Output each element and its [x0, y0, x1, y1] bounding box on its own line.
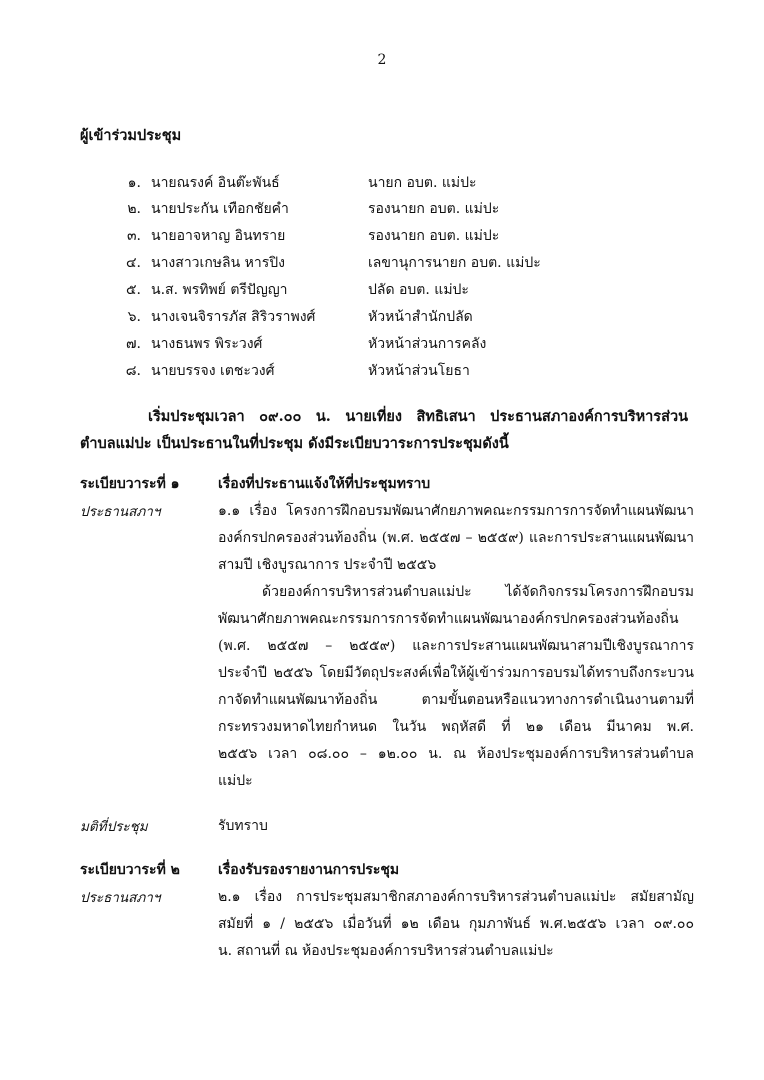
agenda-2-line: น. สถานที่ ณ ห้องประชุมองค์การบริหารส่วนตำบลแม่ปะ	[218, 943, 554, 959]
agenda-1-line: ๑.๑ เรื่อง โครงการฝึกอบรมพัฒนาศักยภาพคณะกรรมการการจัดทำแผนพัฒนา	[218, 503, 694, 519]
attendee-name: ๔. นางสาวเกษลิน หารปิง	[125, 255, 285, 271]
agenda-1-line: ประจำปี ๒๕๕๖ โดยมีวัตถุประสงค์เพื่อให้ผู้เข้าร่วมการอบรมได้ทราบถึงกระบวน	[218, 665, 694, 681]
agenda-2-line: ๒.๑ เรื่อง การประชุมสมาชิกสภาองค์การบริหารส่วนตำบลแม่ปะ สมัยสามัญ	[218, 889, 694, 905]
agenda-1-title: เรื่องที่ประธานแจ้งให้ที่ประชุมทราบ	[218, 476, 431, 492]
agenda-1-line: กระทรวงมหาดไทยกำหนด ในวัน พฤหัสดี ที่ ๒๑ เดือน มีนาคม พ.ศ.	[218, 719, 694, 735]
agenda-1-line: องค์กรปกครองส่วนท้องถิ่น (พ.ศ. ๒๕๕๗ – ๒๕๕๙) และการประสานแผนพัฒนา	[218, 530, 694, 546]
attendee-name: ๗. นางธนพร พิระวงศ์	[126, 336, 263, 352]
agenda-2-line: สมัยที่ ๑ / ๒๕๕๖ เมื่อวันที่ ๑๒ เดือน กุมภาพันธ์ พ.ศ.๒๕๕๖ เวลา ๐๙.๐๐	[218, 916, 694, 932]
agenda-1-line: พัฒนาศักยภาพคณะกรรมการการจัดทำแผนพัฒนาองค์กรปกครองส่วนท้องถิ่น	[218, 611, 679, 627]
attendees-heading: ผู้เข้าร่วมประชุม	[80, 127, 182, 144]
agenda-1-line: (พ.ศ. ๒๕๕๗ – ๒๕๕๙) และการประสานแผนพัฒนาสามปีเชิงบูรณาการ	[218, 638, 694, 654]
attendee-name: ๕. น.ส. พรทิพย์ ตรีปัญญา	[125, 282, 288, 298]
attendee-name: ๑. นายณรงค์ อินต๊ะพันธ์	[127, 175, 280, 191]
attendee-position: เลขานุการนายก อบต. แม่ปะ	[368, 255, 541, 271]
agenda-1-line: สามปี เชิงบูรณาการ ประจำปี ๒๕๕๖	[218, 557, 437, 573]
agenda-1-line: ๒๕๕๖ เวลา ๐๘.๐๐ – ๑๒.๐๐ น. ณ ห้องประชุมองค์การบริหารส่วนตำบล	[218, 746, 694, 762]
attendee-name: ๖. นางเจนจิรารภัส สิริวราพงศ์	[127, 309, 316, 325]
agenda-1-label: ระเบียบวาระที่ ๑	[80, 476, 180, 492]
resolution-text: รับทราบ	[218, 818, 268, 834]
page-number: 2	[377, 52, 387, 68]
agenda-2-title: เรื่องรับรองรายงานการประชุม	[218, 862, 400, 878]
agenda-2-label: ระเบียบวาระที่ ๒	[80, 862, 180, 878]
agenda-1-line: กาจัดทำแผนพัฒนาท้องถิ่น ตามขั้นตอนหรือแนวทางการดำเนินงานตามที่	[218, 692, 694, 708]
attendee-position: รองนายก อบต. แม่ปะ	[368, 201, 500, 217]
attendee-position: ปลัด อบต. แม่ปะ	[368, 282, 469, 298]
agenda-2-speaker: ประธานสภาฯ	[80, 890, 161, 906]
agenda-1-speaker: ประธานสภาฯ	[80, 504, 161, 520]
attendee-position: หัวหน้าส่วนการคลัง	[368, 336, 487, 352]
attendee-name: ๘. นายบรรจง เตชะวงศ์	[125, 363, 275, 379]
opening-line-2: ตำบลแม่ปะ เป็นประธานในที่ประชุม ดังมีระเบียบวาระการประชุมดังนี้	[80, 435, 509, 452]
agenda-1-line: ด้วยองค์การบริหารส่วนตำบลแม่ปะ ได้จัดกิจกรรมโครงการฝึกอบรม	[262, 584, 694, 600]
agenda-1-line: แม่ปะ	[218, 773, 253, 789]
attendee-name: ๒. นายประกัน เทือกชัยคำ	[127, 201, 289, 217]
attendee-name: ๓. นายอาจหาญ อินทราย	[126, 228, 286, 244]
attendee-position: รองนายก อบต. แม่ปะ	[368, 228, 500, 244]
attendee-position: นายก อบต. แม่ปะ	[368, 175, 477, 191]
resolution-label: มติที่ประชุม	[80, 819, 148, 835]
attendee-position: หัวหน้าส่วนโยธา	[368, 363, 470, 379]
attendee-position: หัวหน้าสำนักปลัด	[368, 309, 473, 325]
opening-line-1: เริ่มประชุมเวลา ๐๙.๐๐ น. นายเที่ยง สิทธิเสนา ประธานสภาองค์การบริหารส่วน	[148, 408, 688, 425]
